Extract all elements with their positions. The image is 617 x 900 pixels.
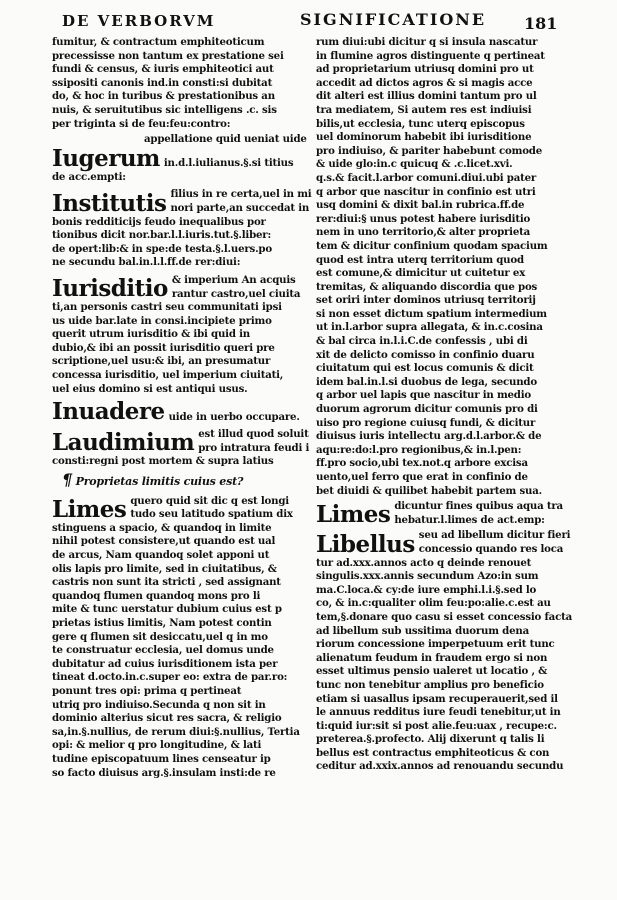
text-line: singulis.xxx.annis secundum Azo:in sum bbox=[316, 570, 539, 583]
text-line: ad libellum sub ussitima duorum dena bbox=[316, 624, 529, 637]
entry-row bbox=[52, 398, 300, 426]
text-line: ut in.l.arbor supra allegata, & in.c.cosina bbox=[316, 321, 543, 334]
text-line: fumitur, & contractum emphiteoticum bbox=[52, 36, 265, 48]
text-line: set oriri inter dominos utriusq territorij bbox=[316, 294, 536, 307]
text-line: de arcus, Nam quandoq solet apponi ut bbox=[52, 549, 270, 561]
text-line: dit alteri est illius domini tantum pro ul bbox=[316, 90, 537, 103]
text-line: rer:diui:§ unus potest habere iurisditio bbox=[316, 212, 531, 225]
text-line: concessa iurisditio, uel imperium ciuitati, bbox=[52, 369, 284, 382]
text-line: fundi & census, & iuris emphiteotici aut bbox=[52, 63, 274, 76]
text-line: uiso pro regione cuiusq fundi, & dicitur bbox=[316, 416, 536, 429]
entry-row bbox=[52, 188, 312, 217]
text-line: ne secundu bal.in.l.l.ff.de rer:diui: bbox=[52, 256, 241, 269]
text-line: esset ultimus pensio ualeret ut locatio , & bbox=[316, 665, 548, 678]
entry-institutis bbox=[52, 188, 312, 270]
rubric-text: Proprietas limitis cuius est? bbox=[75, 475, 244, 489]
text-line: duorum agrorum dicitur comunis pro di bbox=[316, 403, 538, 416]
running-head-left: DE VERBORVM bbox=[62, 12, 216, 30]
text-line: & imperium An acquis bbox=[171, 273, 296, 286]
text-line: ciuitatum qui est locus comunis & dicit bbox=[316, 362, 534, 375]
right-intro bbox=[316, 36, 556, 498]
entry-row bbox=[316, 529, 571, 558]
entry-row bbox=[52, 495, 292, 522]
entry-iugerum bbox=[52, 133, 307, 184]
text-line: appellatione quid ueniat uide bbox=[144, 133, 307, 146]
text-line: dominio alterius sicut res sacra, & religio bbox=[52, 712, 282, 725]
text-line: de opert:lib:& in spe:de testa.§.l.uers.po bbox=[52, 242, 272, 255]
text-line: bet diuidi & quilibet habebit partem sua. bbox=[316, 484, 542, 497]
entry-laudimium bbox=[52, 428, 310, 469]
text-line: prietas istius limitis, Nam potest contin bbox=[52, 616, 272, 629]
text-line: filius in re certa,uel in mi bbox=[170, 188, 312, 201]
text-line: accedit ad dictos agros & si magis acce bbox=[316, 76, 533, 89]
left-intro bbox=[52, 36, 292, 131]
text-line: q.s.& facit.l.arbor comuni.diui.ubi pater bbox=[316, 171, 537, 184]
text-line: ti:quid iur:sit si post alie.feu:uax , recupe:c. bbox=[316, 719, 557, 732]
entry-row bbox=[316, 500, 563, 529]
text-line: nuis, & seruitutibus sic intelligens .c. sis bbox=[52, 103, 277, 116]
text-line: rantur castro,uel ciuita bbox=[171, 287, 301, 300]
text-line: us uide bar.late in consi.incipiete primo bbox=[52, 314, 272, 327]
entry-headword: Limes bbox=[316, 501, 391, 529]
entry-iurisditio bbox=[52, 273, 301, 396]
entry-headword: Limes bbox=[52, 495, 127, 523]
text-line: tremitas, & aliquando discordia que pos bbox=[316, 280, 538, 293]
running-head-center: SIGNIFICATIONE bbox=[300, 10, 487, 29]
text-line: precessisse non tantum ex prestatione sei bbox=[52, 49, 284, 62]
text-line: sa,in.§.nullius, de rerum diui:§.nullius, Tertia bbox=[52, 725, 300, 738]
text-line: tem,§.donare quo casu si esset concessio facta bbox=[316, 610, 572, 623]
entry-inuadere bbox=[52, 398, 300, 426]
text-line: si non esset dictum spatium intermedium bbox=[316, 307, 547, 320]
text-line: xit de delicto comisso in confinio duaru bbox=[316, 348, 535, 361]
text-line: bonis redditicijs feudo inequalibus por bbox=[52, 215, 266, 228]
text-line: ad proprietarium utriusq domini pro ut bbox=[316, 63, 534, 76]
text-line: quero quid sit dic q est longi bbox=[130, 494, 289, 507]
text-line: utriq pro indiuiso.Secunda q non sit in bbox=[52, 698, 266, 711]
text-line: concessio quando res loca bbox=[418, 542, 564, 555]
entry-limes-left bbox=[52, 494, 300, 780]
text-line: dubitatur ad cuius iurisditionem ista per bbox=[52, 657, 278, 670]
text-line: bilis,ut ecclesia, tunc uterq episcopus bbox=[316, 117, 525, 130]
text-line: in flumine agros distinguente q pertineat bbox=[316, 49, 545, 62]
text-line: idem bal.in.l.si duobus de lega, secundo bbox=[316, 375, 537, 388]
text-line: ceditur ad.xxix.annos ad renouandu secundu bbox=[316, 760, 564, 773]
text-line: uel dominorum habebit ibi iurisditione bbox=[316, 131, 532, 144]
entry-headword: Iugerum bbox=[52, 144, 160, 172]
text-line: scriptione,uel usu:& ibi, an presumatur bbox=[52, 355, 271, 368]
text-line: uide in uerbo occupare. bbox=[168, 410, 300, 423]
text-line: nori parte,an succedat in bbox=[170, 201, 310, 214]
text-line: co, & in.c:qualiter olim feu:po:alie.c.est au bbox=[316, 597, 551, 610]
text-line: usq domini & dixit bal.in rubrica.ff.de bbox=[316, 199, 525, 212]
text-line: q arbor uel lapis que nascitur in medio bbox=[316, 389, 531, 402]
text-line: te construatur ecclesia, uel domus unde bbox=[52, 644, 274, 657]
text-line: do, & hoc in turibus & prestationibus an bbox=[52, 90, 275, 103]
entry-headword: Iurisditio bbox=[52, 275, 168, 303]
text-line: mite & tunc uerstatur dubium cuius est p bbox=[52, 603, 282, 616]
text-line: bellus est contractus emphiteoticus & con bbox=[316, 746, 550, 759]
text-line: de acc.empti: bbox=[52, 170, 126, 183]
text-line: & bal circa in.l.i.C.de confessis , ubi di bbox=[316, 335, 528, 348]
text-line: preterea.§.profecto. Alij dixerunt q talis li bbox=[316, 733, 545, 746]
entry-limes-right bbox=[316, 500, 563, 529]
text-line: ff.pro socio,ubi tex.not.q arbore excisa bbox=[316, 457, 528, 470]
text-line: stinguens a spacio, & quandoq in limite bbox=[52, 521, 272, 534]
text-line: tineat d.octo.in.c.super eo: extra de par.ro: bbox=[52, 671, 288, 684]
entry-headword: Libellus bbox=[316, 530, 415, 558]
text-line: dicuntur fines quibus aqua tra bbox=[394, 500, 563, 513]
text-line: le annuus redditus iure feudi tenebitur,ut in bbox=[316, 706, 561, 719]
text-line: tudine episcopatuum lines censeatur ip bbox=[52, 752, 271, 765]
text-line: tur ad.xxx.annos acto q deinde renouet bbox=[316, 556, 532, 569]
text-line: aqu:re:do:l.pro regionibus,& in.l.pen: bbox=[316, 443, 522, 456]
text-line: castris non sunt ita stricti , sed assignant bbox=[52, 576, 281, 589]
text-line: tionibus dicit nor.bar.l.l.iuris.tut.§.liber: bbox=[52, 229, 272, 242]
entry-headword: Institutis bbox=[52, 189, 167, 217]
entry-headword: Inuadere bbox=[52, 398, 165, 426]
left-column bbox=[52, 36, 312, 780]
entry-libellus bbox=[316, 529, 572, 774]
text-line: ma.C.loca.& cy:de iure emphi.l.i.§.sed lo bbox=[316, 583, 537, 596]
text-line: & uide glo:in.c quicuq & .c.licet.xvi. bbox=[316, 158, 513, 171]
text-line: riorum concessione imperpetuum erit tunc bbox=[316, 638, 555, 651]
text-line: gere q flumen sit desiccatu,uel q in mo bbox=[52, 630, 268, 643]
text-line: ponunt tres opi: prima q pertineat bbox=[52, 684, 242, 697]
text-line: consti:regni post mortem & supra latius bbox=[52, 455, 274, 468]
entry-row bbox=[52, 428, 310, 457]
page-number: 181 bbox=[524, 14, 558, 33]
text-line: tra mediatem, Si autem res est indiuisi bbox=[316, 103, 532, 116]
text-line: in.d.l.iulianus.§.si titius bbox=[163, 157, 294, 170]
text-line: alienatum feudum in fraudem ergo si non bbox=[316, 651, 548, 664]
text-line: pro indiuiso, & pariter habebunt comode bbox=[316, 144, 542, 157]
right-column bbox=[316, 36, 572, 774]
section-rubric bbox=[62, 470, 292, 490]
text-line: tudo seu latitudo spatium dix bbox=[130, 508, 293, 521]
text-line: ssipositi canonis ind.in consti:si dubitat bbox=[52, 76, 273, 89]
text-line: quandoq flumen quandoq mons pro li bbox=[52, 589, 261, 602]
text-line: uento,uel ferro que erat in confinio de bbox=[316, 471, 528, 483]
text-line: est comune,& dimicitur ut cuitetur ex bbox=[316, 267, 526, 280]
text-line: est illud quod soluit bbox=[198, 428, 309, 441]
text-line: so facto diuisus arg.§.insulam insti:de re bbox=[52, 766, 276, 779]
text-line: tunc non tenebitur amplius pro beneficio bbox=[316, 678, 544, 691]
text-line: nihil potest consistere,ut quando est ual bbox=[52, 535, 276, 548]
entry-headword: Laudimium bbox=[52, 429, 195, 457]
entry-row bbox=[52, 144, 294, 172]
text-line: uel eius domino si est antiqui usus. bbox=[52, 382, 248, 395]
text-line: rum diui:ubi dicitur q si insula nascatur bbox=[316, 36, 538, 48]
pilcrow-icon: ¶ bbox=[62, 470, 72, 490]
text-line: quod est intra uterq territorium quod bbox=[316, 253, 524, 266]
text-line: olis lapis pro limite, sed in ciuitatibus, & bbox=[52, 562, 277, 575]
text-line: opi: & melior q pro longitudine, & lati bbox=[52, 739, 262, 752]
text-line: dubio,& ibi an possit iurisditio queri pre bbox=[52, 341, 275, 354]
text-line: ti,an personis castri seu communitati ipsi bbox=[52, 301, 282, 314]
text-line: diuisus iuris intellectu arg.d.l.arbor.& de bbox=[316, 430, 542, 443]
text-line: hebatur.l.limes de act.emp: bbox=[394, 513, 545, 526]
text-line: tem & dicitur confinium quodam spacium bbox=[316, 239, 548, 252]
text-line: querit utrum iurisditio & ibi quid in bbox=[52, 328, 250, 341]
text-line: pro intratura feudi i bbox=[198, 441, 310, 454]
text-line: etiam si uasallus ipsam recuperauerit,sed il bbox=[316, 692, 558, 705]
text-line: per triginta si de feu:feu:contro: bbox=[52, 117, 231, 130]
entry-row bbox=[52, 273, 301, 303]
text-line: seu ad libellum dicitur fieri bbox=[418, 529, 571, 542]
text-line: nem in uno territorio,& alter proprieta bbox=[316, 226, 531, 239]
text-line: q arbor que nascitur in confinio est utri bbox=[316, 185, 536, 198]
